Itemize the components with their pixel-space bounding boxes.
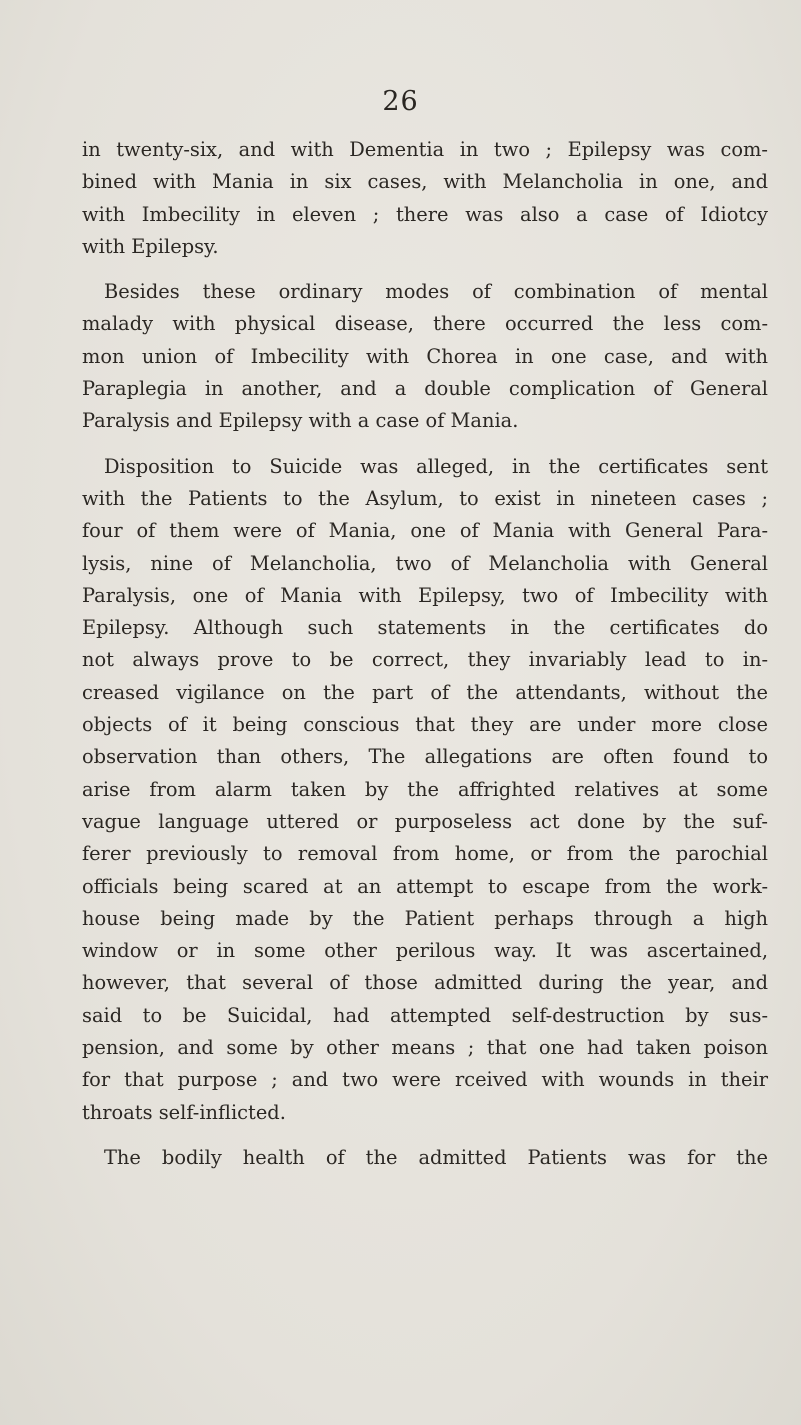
text-line: not always prove to be correct, they invariably lead to in- <box>82 648 768 672</box>
page-number: 26 <box>382 86 419 117</box>
text-line: arise from alarm taken by the affrighted relatives at some <box>82 777 768 801</box>
text-line: Besides these ordinary modes of combination of mental <box>104 280 768 304</box>
text-line: however, that several of those admitted during the year, and <box>82 971 768 995</box>
text-line: vague language uttered or purposeless act done by the suf- <box>82 809 768 833</box>
text-line: malady with physical disease, there occurred the less com- <box>82 312 768 336</box>
text-line: said to be Suicidal, had attempted self-destruction by sus- <box>82 1003 768 1027</box>
text-line: pension, and some by other means ; that one had taken poison <box>82 1036 768 1060</box>
text-line: window or in some other perilous way. It was ascertained, <box>82 939 768 963</box>
text-line: with the Patients to the Asylum, to exist in nineteen cases ; <box>82 486 768 510</box>
text-line: with Imbecility in eleven ; there was also a case of Idiotcy <box>82 202 768 226</box>
paragraph <box>82 451 768 1129</box>
text-line: Epilepsy. Although such statements in the certificates do <box>82 616 768 640</box>
text-line: house being made by the Patient perhaps through a high <box>82 906 768 930</box>
text-line: objects of it being conscious that they are under more close <box>82 713 768 737</box>
text-line: lysis, nine of Melancholia, two of Melancholia with General <box>82 551 768 575</box>
text-line: in twenty-six, and with Dementia in two ; Epilepsy was com- <box>82 138 768 161</box>
text-line: with Epilepsy. <box>82 234 219 258</box>
text-line: ferer previously to removal from home, or from the parochial <box>82 842 768 866</box>
text-line: The bodily health of the admitted Patients was for the <box>104 1145 768 1169</box>
text-line: bined with Mania in six cases, with Melancholia in one, and <box>82 170 768 194</box>
text-line: for that purpose ; and two were rceived with wounds in their <box>82 1068 768 1092</box>
paragraph <box>82 134 768 263</box>
text-line: throats self-inflicted. <box>82 1100 286 1124</box>
paragraph <box>82 1142 768 1174</box>
text-line: four of them were of Mania, one of Mania with General Para- <box>82 519 768 543</box>
text-line: Paralysis and Epilepsy with a case of Mania. <box>82 409 519 433</box>
text-line: officials being scared at an attempt to escape from the work- <box>82 874 768 898</box>
body-text <box>82 134 768 1174</box>
text-line: Paralysis, one of Mania with Epilepsy, two of Imbecility with <box>82 583 768 607</box>
text-line: creased vigilance on the part of the attendants, without the <box>82 680 768 704</box>
paragraph <box>82 276 768 437</box>
text-line: mon union of Imbecility with Chorea in one case, and with <box>82 344 768 368</box>
text-line: Paraplegia in another, and a double complication of General <box>82 377 768 401</box>
text-line: Disposition to Suicide was alleged, in the certificates sent <box>104 454 768 478</box>
text-line: observation than others, The allegations are often found to <box>82 745 768 769</box>
